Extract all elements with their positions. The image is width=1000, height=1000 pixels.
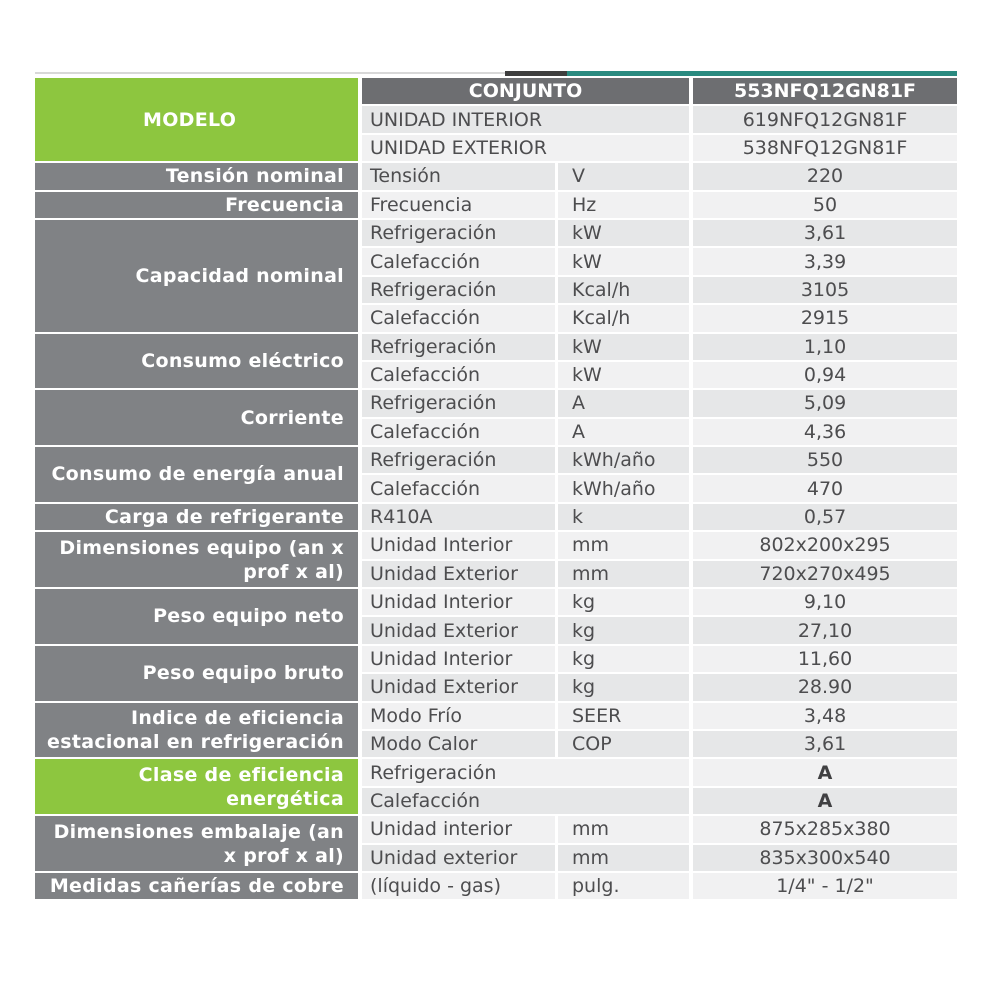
unidad-exterior-label: UNIDAD EXTERIOR — [362, 135, 693, 161]
row-param: Calefacción — [362, 419, 558, 445]
row-label: Indice de eficiencia estacional en refrigeración — [35, 703, 362, 758]
row-param: Unidad exterior — [362, 845, 558, 871]
row-value: 3105 — [693, 277, 957, 303]
top-rule — [35, 72, 505, 74]
row-label: Frecuencia — [35, 192, 362, 218]
row-value: 3,39 — [693, 248, 957, 274]
row-unit: mm — [558, 532, 693, 558]
row-unit: kg — [558, 674, 693, 700]
row-param: Calefacción — [362, 248, 558, 274]
row-label: Peso equipo neto — [35, 589, 362, 644]
row-unit: kW — [558, 334, 693, 360]
row-param: Calefacción — [362, 305, 558, 331]
row-value: 50 — [693, 192, 957, 218]
row-param: Modo Frío — [362, 703, 558, 729]
table-row — [35, 447, 957, 473]
row-value: 3,61 — [693, 220, 957, 246]
row-value: 1/4" - 1/2" — [693, 873, 957, 899]
row-value: 2915 — [693, 305, 957, 331]
row-unit: kWh/año — [558, 447, 693, 473]
row-param: Refrigeración — [362, 447, 558, 473]
row-label: Medidas cañerías de cobre — [35, 873, 362, 899]
unidad-interior-label: UNIDAD INTERIOR — [362, 106, 693, 132]
table-row — [35, 334, 957, 360]
row-param: Calefacción — [362, 788, 693, 814]
row-value: 835x300x540 — [693, 845, 957, 871]
row-unit: mm — [558, 845, 693, 871]
row-param: (líquido - gas) — [362, 873, 558, 899]
row-unit: k — [558, 504, 693, 530]
table-row — [35, 646, 957, 672]
row-value: 470 — [693, 475, 957, 501]
row-param: Unidad Interior — [362, 589, 558, 615]
row-param: Unidad Exterior — [362, 617, 558, 643]
row-unit: Hz — [558, 192, 693, 218]
row-unit: kW — [558, 248, 693, 274]
row-label: Dimensiones embalaje (an x prof x al) — [35, 816, 362, 871]
row-value: A — [693, 788, 957, 814]
row-value: 28.90 — [693, 674, 957, 700]
row-param: Unidad interior — [362, 816, 558, 842]
row-value: 5,09 — [693, 390, 957, 416]
conjunto-model: 553NFQ12GN81F — [693, 78, 957, 104]
row-label: Tensión nominal — [35, 163, 362, 189]
row-value: 3,61 — [693, 731, 957, 757]
table-row — [35, 703, 957, 729]
row-label: Consumo de energía anual — [35, 447, 362, 502]
table-row — [35, 816, 957, 842]
row-unit: kg — [558, 589, 693, 615]
row-param: R410A — [362, 504, 558, 530]
row-value: 11,60 — [693, 646, 957, 672]
row-unit: V — [558, 163, 693, 189]
table-row — [35, 220, 957, 246]
row-label-efficiency-class: Clase de eficiencia energética — [35, 759, 362, 814]
row-label: Dimensiones equipo (an x prof x al) — [35, 532, 362, 587]
row-label: Peso equipo bruto — [35, 646, 362, 701]
row-value: 27,10 — [693, 617, 957, 643]
row-unit: mm — [558, 816, 693, 842]
row-value: 720x270x495 — [693, 561, 957, 587]
row-param: Calefacción — [362, 362, 558, 388]
table-row — [35, 504, 957, 530]
row-param: Unidad Interior — [362, 646, 558, 672]
row-unit: mm — [558, 561, 693, 587]
row-value: 550 — [693, 447, 957, 473]
row-param: Refrigeración — [362, 334, 558, 360]
row-unit: kg — [558, 646, 693, 672]
row-unit: kW — [558, 362, 693, 388]
row-unit: COP — [558, 731, 693, 757]
row-unit: kWh/año — [558, 475, 693, 501]
row-param: Refrigeración — [362, 277, 558, 303]
row-value: 0,57 — [693, 504, 957, 530]
row-param: Refrigeración — [362, 220, 558, 246]
table-row — [35, 589, 957, 615]
row-label: Capacidad nominal — [35, 220, 362, 332]
row-unit: A — [558, 390, 693, 416]
row-param: Unidad Exterior — [362, 674, 558, 700]
table-row — [35, 873, 957, 899]
row-value: 4,36 — [693, 419, 957, 445]
specifications-table — [35, 76, 957, 901]
row-unit: kg — [558, 617, 693, 643]
table-row — [35, 192, 957, 218]
row-unit: kW — [558, 220, 693, 246]
unidad-interior-model: 619NFQ12GN81F — [693, 106, 957, 132]
row-label: Carga de refrigerante — [35, 504, 362, 530]
row-label: Corriente — [35, 390, 362, 445]
table-row — [35, 390, 957, 416]
conjunto-label: CONJUNTO — [362, 78, 693, 104]
row-param: Refrigeración — [362, 390, 558, 416]
row-param: Calefacción — [362, 475, 558, 501]
row-unit: SEER — [558, 703, 693, 729]
table-row — [35, 759, 957, 785]
row-value: A — [693, 759, 957, 785]
row-unit: Kcal/h — [558, 277, 693, 303]
row-value: 1,10 — [693, 334, 957, 360]
row-param: Tensión — [362, 163, 558, 189]
modelo-label: MODELO — [35, 78, 362, 161]
row-value: 9,10 — [693, 589, 957, 615]
row-param: Unidad Interior — [362, 532, 558, 558]
unidad-exterior-model: 538NFQ12GN81F — [693, 135, 957, 161]
row-value: 220 — [693, 163, 957, 189]
row-param: Modo Calor — [362, 731, 558, 757]
row-label: Consumo eléctrico — [35, 334, 362, 389]
row-unit: A — [558, 419, 693, 445]
row-param: Frecuencia — [362, 192, 558, 218]
row-unit: Kcal/h — [558, 305, 693, 331]
table-row — [35, 532, 957, 558]
row-value: 802x200x295 — [693, 532, 957, 558]
row-value: 875x285x380 — [693, 816, 957, 842]
row-param: Refrigeración — [362, 759, 693, 785]
row-value: 3,48 — [693, 703, 957, 729]
row-unit: pulg. — [558, 873, 693, 899]
row-param: Unidad Exterior — [362, 561, 558, 587]
table-row — [35, 163, 957, 189]
row-value: 0,94 — [693, 362, 957, 388]
